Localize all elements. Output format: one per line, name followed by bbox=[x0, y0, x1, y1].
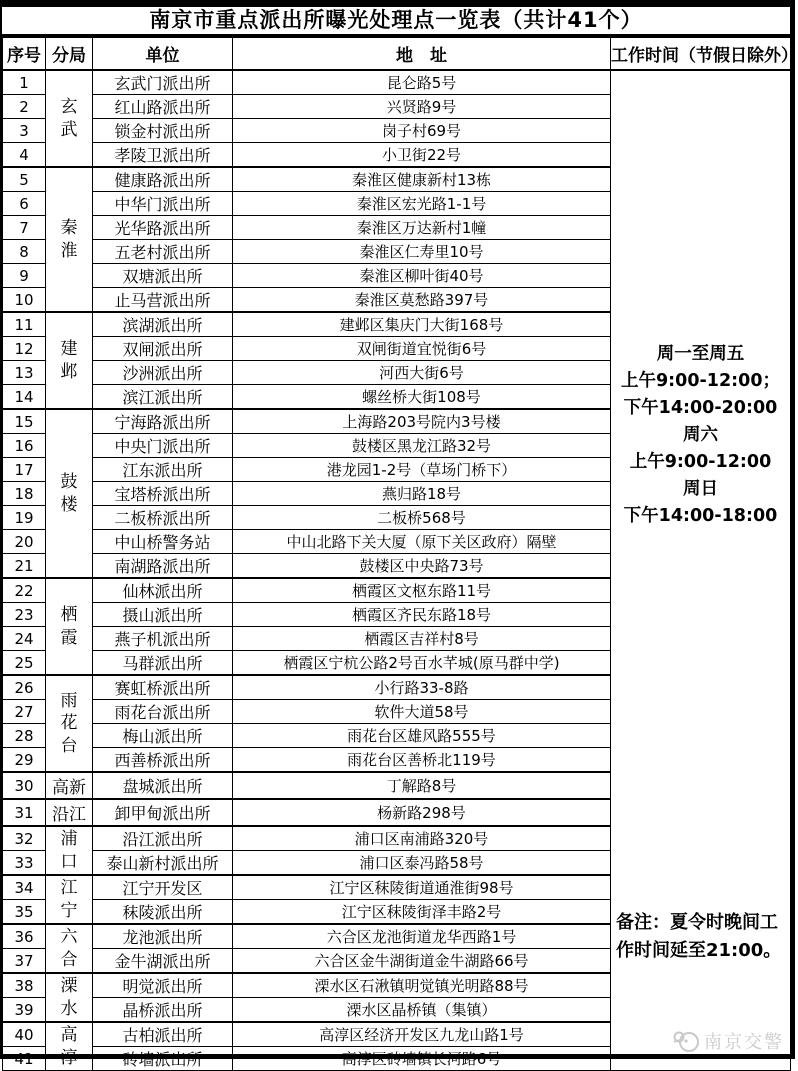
address-cell: 秦淮区健康新村13栋 bbox=[233, 167, 611, 192]
row-number-cell: 18 bbox=[3, 482, 46, 506]
address-cell: 江宁区秣陵街泽丰路2号 bbox=[233, 900, 611, 925]
row-number-cell: 36 bbox=[3, 924, 46, 949]
row-number-cell: 14 bbox=[3, 385, 46, 410]
bureau-label: 秦淮 bbox=[60, 218, 78, 261]
bureau-label: 浦口 bbox=[60, 829, 78, 872]
address-cell: 港龙园1-2号（草场门桥下） bbox=[233, 458, 611, 482]
bureau-label: 雨花台 bbox=[60, 691, 78, 756]
unit-cell: 南湖路派出所 bbox=[93, 554, 233, 579]
row-number-cell: 20 bbox=[3, 530, 46, 554]
row-number-cell: 6 bbox=[3, 192, 46, 216]
bureau-cell bbox=[46, 167, 93, 312]
bureau-label: 建邺 bbox=[60, 339, 78, 382]
row-number-cell: 15 bbox=[3, 409, 46, 434]
unit-cell: 中央门派出所 bbox=[93, 434, 233, 458]
unit-cell: 明觉派出所 bbox=[93, 973, 233, 998]
address-cell: 上海路203号院内3号楼 bbox=[233, 409, 611, 434]
watermark-label: 南京交警 bbox=[704, 1032, 784, 1053]
row-number-cell: 10 bbox=[3, 288, 46, 313]
unit-cell: 双塘派出所 bbox=[93, 264, 233, 288]
unit-cell: 宝塔桥派出所 bbox=[93, 482, 233, 506]
header-worktime: 工作时间（节假日除外） bbox=[611, 36, 791, 70]
row-number-cell: 17 bbox=[3, 458, 46, 482]
police-stations-table bbox=[2, 34, 798, 1071]
address-cell: 六合区金牛湖街道金牛湖路66号 bbox=[233, 949, 611, 974]
unit-cell: 沙洲派出所 bbox=[93, 361, 233, 385]
unit-cell: 滨江派出所 bbox=[93, 385, 233, 410]
unit-cell: 卸甲甸派出所 bbox=[93, 799, 233, 826]
row-number-cell: 22 bbox=[3, 578, 46, 603]
header-row bbox=[3, 36, 791, 70]
row-number-cell: 13 bbox=[3, 361, 46, 385]
row-number-cell: 31 bbox=[3, 799, 46, 826]
header-address: 地 址 bbox=[233, 36, 611, 70]
hours-line: 周六 bbox=[683, 425, 718, 445]
address-cell: 栖霞区宁杭公路2号百水芊城(原马群中学) bbox=[233, 651, 611, 676]
row-number-cell: 3 bbox=[3, 119, 46, 143]
hours-line: 下午14:00-18:00 bbox=[623, 506, 778, 526]
unit-cell: 摄山派出所 bbox=[93, 603, 233, 627]
address-cell: 岗子村69号 bbox=[233, 119, 611, 143]
unit-cell: 秣陵派出所 bbox=[93, 900, 233, 925]
unit-cell: 雨花台派出所 bbox=[93, 700, 233, 724]
unit-cell: 西善桥派出所 bbox=[93, 748, 233, 773]
unit-cell: 玄武门派出所 bbox=[93, 70, 233, 95]
row-number-cell: 32 bbox=[3, 826, 46, 851]
row-number-cell: 11 bbox=[3, 312, 46, 337]
address-cell: 燕归路18号 bbox=[233, 482, 611, 506]
address-cell: 栖霞区文枢东路11号 bbox=[233, 578, 611, 603]
row-number-cell: 34 bbox=[3, 875, 46, 900]
row-number-cell: 23 bbox=[3, 603, 46, 627]
row-number-cell: 40 bbox=[3, 1022, 46, 1047]
row-number-cell: 24 bbox=[3, 627, 46, 651]
address-cell: 江宁区秣陵街道通淮街98号 bbox=[233, 875, 611, 900]
unit-cell: 滨湖派出所 bbox=[93, 312, 233, 337]
row-number-cell: 37 bbox=[3, 949, 46, 974]
address-cell: 秦淮区柳叶街40号 bbox=[233, 264, 611, 288]
bureau-cell bbox=[46, 409, 93, 578]
header-no: 序号 bbox=[3, 36, 46, 70]
row-number-cell: 26 bbox=[3, 675, 46, 700]
bureau-cell bbox=[46, 70, 93, 167]
hours-line: 上午9:00-12:00 bbox=[629, 452, 772, 472]
row-number-cell: 33 bbox=[3, 851, 46, 876]
address-cell: 昆仑路5号 bbox=[233, 70, 611, 95]
address-cell: 丁解路8号 bbox=[233, 772, 611, 799]
unit-cell: 宁海路派出所 bbox=[93, 409, 233, 434]
address-cell: 浦口区泰冯路58号 bbox=[233, 851, 611, 876]
unit-cell: 止马营派出所 bbox=[93, 288, 233, 313]
unit-cell: 赛虹桥派出所 bbox=[93, 675, 233, 700]
unit-cell: 沿江派出所 bbox=[93, 826, 233, 851]
table-row bbox=[3, 70, 791, 95]
working-hours-text bbox=[611, 341, 790, 530]
bureau-cell bbox=[46, 875, 93, 924]
address-cell: 中山北路下关大厦（原下关区政府）隔壁 bbox=[233, 530, 611, 554]
unit-cell: 双闸派出所 bbox=[93, 337, 233, 361]
unit-cell: 仙林派出所 bbox=[93, 578, 233, 603]
unit-cell: 金牛湖派出所 bbox=[93, 949, 233, 974]
nanjing-traffic-police-logo-icon bbox=[671, 1030, 701, 1052]
address-cell: 鼓楼区中央路73号 bbox=[233, 554, 611, 579]
bureau-label: 玄武 bbox=[60, 97, 78, 140]
bureau-cell bbox=[46, 675, 93, 772]
unit-cell: 龙池派出所 bbox=[93, 924, 233, 949]
address-cell: 兴贤路9号 bbox=[233, 95, 611, 119]
bureau-label: 江宁 bbox=[60, 878, 78, 921]
row-number-cell: 5 bbox=[3, 167, 46, 192]
unit-cell: 砖墙派出所 bbox=[93, 1047, 233, 1071]
address-cell: 高淳区砖墙镇长河路6号 bbox=[233, 1047, 611, 1071]
address-cell: 建邺区集庆门大街168号 bbox=[233, 312, 611, 337]
bureau-label: 高淳 bbox=[60, 1025, 78, 1068]
unit-cell: 江东派出所 bbox=[93, 458, 233, 482]
address-cell: 小卫街22号 bbox=[233, 143, 611, 168]
row-number-cell: 39 bbox=[3, 998, 46, 1023]
unit-cell: 二板桥派出所 bbox=[93, 506, 233, 530]
bureau-cell bbox=[46, 826, 93, 875]
address-cell: 六合区龙池街道龙华西路1号 bbox=[233, 924, 611, 949]
address-cell: 鼓楼区黑龙江路32号 bbox=[233, 434, 611, 458]
row-number-cell: 4 bbox=[3, 143, 46, 168]
hours-line: 上午9:00-12:00； bbox=[621, 371, 780, 391]
bureau-cell bbox=[46, 924, 93, 973]
row-number-cell: 30 bbox=[3, 772, 46, 799]
row-number-cell: 38 bbox=[3, 973, 46, 998]
unit-cell: 江宁开发区 bbox=[93, 875, 233, 900]
row-number-cell: 9 bbox=[3, 264, 46, 288]
address-cell: 软件大道58号 bbox=[233, 700, 611, 724]
row-number-cell: 7 bbox=[3, 216, 46, 240]
unit-cell: 晶桥派出所 bbox=[93, 998, 233, 1023]
watermark bbox=[671, 1028, 784, 1054]
bureau-cell: 高新 bbox=[46, 772, 93, 799]
address-cell: 螺丝桥大街108号 bbox=[233, 385, 611, 410]
address-cell: 栖霞区吉祥村8号 bbox=[233, 627, 611, 651]
address-cell: 河西大街6号 bbox=[233, 361, 611, 385]
unit-cell: 锁金村派出所 bbox=[93, 119, 233, 143]
address-cell: 秦淮区万达新村1幢 bbox=[233, 216, 611, 240]
hours-line: 下午14:00-20:00 bbox=[623, 398, 778, 418]
unit-cell: 孝陵卫派出所 bbox=[93, 143, 233, 168]
note-text: 备注：夏令时晚间工作时间延至21:00。 bbox=[616, 912, 782, 961]
unit-cell: 中山桥警务站 bbox=[93, 530, 233, 554]
bureau-label: 栖霞 bbox=[60, 605, 78, 648]
address-cell: 栖霞区齐民东路18号 bbox=[233, 603, 611, 627]
header-bureau: 分局 bbox=[46, 36, 93, 70]
bureau-label: 鼓楼 bbox=[60, 472, 78, 515]
hours-line: 周日 bbox=[683, 479, 718, 499]
address-cell: 浦口区南浦路320号 bbox=[233, 826, 611, 851]
unit-cell: 梅山派出所 bbox=[93, 724, 233, 748]
address-cell: 雨花台区雄风路555号 bbox=[233, 724, 611, 748]
row-number-cell: 8 bbox=[3, 240, 46, 264]
row-number-cell: 21 bbox=[3, 554, 46, 579]
row-number-cell: 12 bbox=[3, 337, 46, 361]
row-number-cell: 41 bbox=[3, 1047, 46, 1071]
bureau-label: 六合 bbox=[60, 927, 78, 970]
address-cell: 秦淮区仁寿里10号 bbox=[233, 240, 611, 264]
unit-cell: 中华门派出所 bbox=[93, 192, 233, 216]
unit-cell: 马群派出所 bbox=[93, 651, 233, 676]
unit-cell: 红山路派出所 bbox=[93, 95, 233, 119]
header-unit: 单位 bbox=[93, 36, 233, 70]
row-number-cell: 27 bbox=[3, 700, 46, 724]
worktime-cell bbox=[611, 70, 791, 1071]
address-cell: 秦淮区莫愁路397号 bbox=[233, 288, 611, 313]
row-number-cell: 1 bbox=[3, 70, 46, 95]
row-number-cell: 28 bbox=[3, 724, 46, 748]
bureau-cell bbox=[46, 973, 93, 1022]
address-cell: 溧水区晶桥镇（集镇） bbox=[233, 998, 611, 1023]
table-body bbox=[3, 70, 791, 1071]
row-number-cell: 29 bbox=[3, 748, 46, 773]
address-cell: 小行路33-8路 bbox=[233, 675, 611, 700]
address-cell: 秦淮区宏光路1-1号 bbox=[233, 192, 611, 216]
unit-cell: 古柏派出所 bbox=[93, 1022, 233, 1047]
bureau-cell bbox=[46, 578, 93, 675]
address-cell: 溧水区石湫镇明觉镇光明路88号 bbox=[233, 973, 611, 998]
address-cell: 杨新路298号 bbox=[233, 799, 611, 826]
row-number-cell: 25 bbox=[3, 651, 46, 676]
address-cell: 双闸街道宜悦街6号 bbox=[233, 337, 611, 361]
unit-cell: 泰山新村派出所 bbox=[93, 851, 233, 876]
row-number-cell: 35 bbox=[3, 900, 46, 925]
hours-line: 周一至周五 bbox=[656, 344, 745, 364]
bureau-cell bbox=[46, 312, 93, 409]
bureau-label: 溧水 bbox=[60, 976, 78, 1019]
unit-cell: 光华路派出所 bbox=[93, 216, 233, 240]
unit-cell: 健康路派出所 bbox=[93, 167, 233, 192]
address-cell: 二板桥568号 bbox=[233, 506, 611, 530]
address-cell: 高淳区经济开发区九龙山路1号 bbox=[233, 1022, 611, 1047]
page-title: 南京市重点派出所曝光处理点一览表（共计41个） bbox=[149, 8, 643, 32]
unit-cell: 燕子机派出所 bbox=[93, 627, 233, 651]
unit-cell: 盘城派出所 bbox=[93, 772, 233, 799]
address-cell: 雨花台区善桥北119号 bbox=[233, 748, 611, 773]
bureau-cell bbox=[46, 1022, 93, 1071]
row-number-cell: 2 bbox=[3, 95, 46, 119]
row-number-cell: 19 bbox=[3, 506, 46, 530]
bureau-cell: 沿江 bbox=[46, 799, 93, 826]
unit-cell: 五老村派出所 bbox=[93, 240, 233, 264]
row-number-cell: 16 bbox=[3, 434, 46, 458]
